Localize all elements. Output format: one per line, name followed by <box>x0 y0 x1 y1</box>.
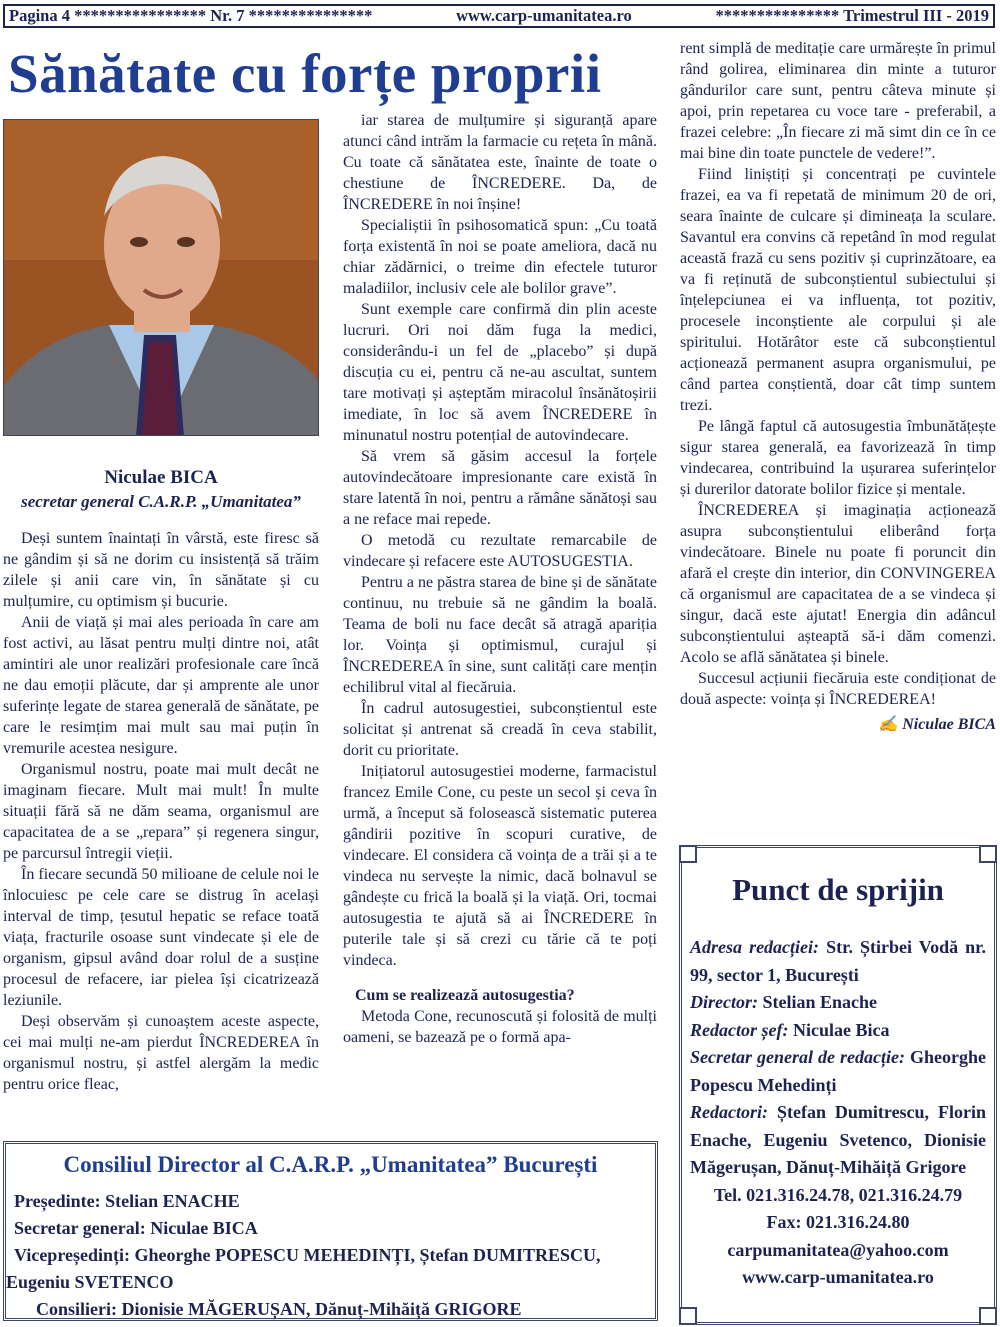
council-line: Eugeniu SVETENCO <box>6 1272 174 1292</box>
paragraph: În fiecare secundă 50 milioane de celule noi le înlocuiesc pe cele care se distrug în același interval de timp, țesutul hepatic se reface toată viața, fracturile osoase sunt vindecate și ele de organism, gipsul având doar rolul de a susține procesul de refacere, iar pielea își cicatrizează leziunile. <box>3 866 319 1009</box>
paragraph: Pentru a ne păstra starea de bine și de sănătate continuu, nu trebuie să ne gândim la boală. Teama de boli nu face decât să atragă apariția lor. Voința și optimismul, curajul și ÎNCREDEREA în sine, sunt calități care mențin echilibrul vital al fiecăruia. <box>343 574 657 696</box>
signature-name: Niculae BICA <box>902 716 996 733</box>
editors-label: Redactori: <box>690 1102 768 1122</box>
paragraph: Organismul nostru, poate mai mult decât ne imaginam fiecare. Mult mai mult! În multe situații fără să ne dăm seama, organismul are capacitatea de a se „repara” și regenera singur, pe parcursul întregii vieții. <box>3 761 319 862</box>
phone-numbers: Tel. 021.316.24.78, 021.316.24.79 <box>713 1184 963 1205</box>
support-box <box>679 845 997 1325</box>
header-term: *************** Trimestrul III - 2019 <box>715 6 989 25</box>
paragraph: Fiind liniștiți și concentrați pe cuvintele frazei, ea va fi repetată de minimum 20 de ori, seara înainte de culcare și dimineața la sculare. Savantul era convins că repetând în mod regulat această frază cu sens pozitiv și cuprinzătoare, ea va fi reținută de subconștientul subiectului și înțelepciunea ei va influența, tot pozitiv, procesele inconștiente ale corpului și ale spiritului. Hotărâtor este că subconștientul acționează permanent asupra organismului, pe când partea conștientă, doar cât timp suntem trezi. <box>680 166 996 414</box>
council-line: Secretar general: Niculae BICA <box>14 1218 258 1238</box>
secretary-value: Gheorghe Popescu Mehedinți <box>690 1047 986 1095</box>
editor-value: Niculae Bica <box>792 1019 890 1040</box>
paragraph: Anii de viață și mai ales perioada în care am fost activi, au lăsat pentru mulți dintre noi, atât amintiri ale unor realizări profesionale care încă ne dau emoții plăcute, dar și amprente ale unor suferințe legate de starea generală de sănătate, pe care le resimțim mai mult sau mai puțin în vremurile acestea nesigure. <box>3 614 319 757</box>
article-signature <box>680 714 996 735</box>
article-column-2 <box>343 110 657 1048</box>
paragraph: Să vrem să găsim accesul la forțele autovindecătoare impresionante care există în stare latentă în noi, pentru a rămâne sănătoși sau a ne reface mai repede. <box>343 448 657 528</box>
pen-icon: ✍ <box>878 716 903 733</box>
author-role: secretar general C.A.R.P. „Umanitatea” <box>21 492 301 511</box>
council-line: Consilieri: Dionisie MĂGERUȘAN, Dănuț-Mihăiță GRIGORE <box>36 1299 522 1319</box>
author-name: Niculae BICA <box>104 467 218 488</box>
photo-caption <box>3 466 319 514</box>
editor-label: Redactor șef: <box>690 1019 789 1040</box>
support-info <box>682 934 994 1292</box>
box-corner <box>679 845 697 863</box>
council-title: Consiliul Director al C.A.R.P. „Umanitatea” București <box>63 1152 598 1177</box>
paragraph: Deși observăm și cunoaștem aceste aspecte, cei mai mulți ne-am pierdut ÎNCREDEREA în organismul nostru, și astfel alergăm la medic pentru orice fleac, <box>3 1013 319 1093</box>
paragraph: Deși suntem înaintați în vârstă, este firesc să ne gândim și să ne dorim cu insistență să trăim zilele și anii care vin, în sănătate și cu mulțumire, cu optimism și bucurie. <box>3 530 319 610</box>
paragraph: Specialiștii în psihosomatică spun: „Cu toată forța existentă în noi se poate ameliora, dacă nu chiar zădărnici, o treime din efectele tuturor maladiilor, inclusiv cele ale bolilor grave”. <box>343 217 657 297</box>
editors-value: Ștefan Dumitrescu, Florin Enache, Eugeniu Svetenco, Dionisie Măgerușan, Dănuț-Mihăiță Grigore <box>690 1102 987 1177</box>
address-label: Adresa redacției: <box>690 937 820 957</box>
paragraph: rent simplă de meditație care urmărește în primul rând golirea, eliminarea din minte a tuturor gândurilor care sunt, pentru câteva minute și apoi, prin repetarea cu voce tare - preferabil, a frazei celebre: „În fiecare zi mă simt din ce în ce mai bine din toate punctele de vedere!”. <box>680 40 996 162</box>
author-photo <box>3 119 319 436</box>
paragraph: ÎNCREDEREA și imaginația acționează asupra subconștientului eliberând forța vindecătoare. Binele nu poate fi poruncit din afară el crește din interior, din CONVINGEREA că organismul are capacitatea de a se vindeca și singur, dacă este ajutat! Energia din adâncul subconștientului așteaptă să-i dăm comenzi. Acolo se află sănătatea și binele. <box>680 502 996 666</box>
council-line: Președinte: Stelian ENACHE <box>14 1191 240 1211</box>
paragraph: Inițiatorul autosugestiei moderne, farmacistul francez Emile Cone, cu peste un secol și ceva în urmă, a început să folosească sistematic puterea gândirii pozitive în scopuri curative, de vindecare. El considera că voința de a trăi și a te vindeca nu servește la nimic, dacă bolnavul se gândește cu frică la boală și la viață. Ori, tocmai autosugestia te ajută să ai ÎNCREDERE în puterile tale și să crezi cu tărie că te poți vindeca. <box>343 763 657 969</box>
paragraph: iar starea de mulțumire și siguranță apare atunci când intrăm la farmacie cu rețeta în mână. Cu toate că sănătatea este, înainte de toate o chestiune de ÎNCREDERE. Da, de ÎNCREDERE în noi înșine! <box>343 112 657 213</box>
header-website[interactable]: www.carp-umanitatea.ro <box>456 6 632 25</box>
website-link[interactable]: www.carp-umanitatea.ro <box>742 1267 934 1287</box>
director-label: Director: <box>690 992 758 1012</box>
support-title: Punct de sprijin <box>732 872 944 907</box>
box-corner <box>979 1307 997 1325</box>
council-box <box>3 1141 658 1321</box>
paragraph: Metoda Cone, recunoscută și folosită de mulți oameni, se bazează pe o formă apa- <box>343 1008 657 1046</box>
paragraph: O metodă cu rezultate remarcabile de vindecare și refacere este AUTOSUGESTIA. <box>343 532 657 570</box>
council-line: Vicepreședinți: Gheorghe POPESCU MEHEDINȚI, Ștefan DUMITRESCU, <box>14 1245 601 1265</box>
paragraph: În cadrul autosugestiei, subconștientul este solicitat și antrenat să creadă în ceva stabilit, dorit cu prioritate. <box>343 700 657 759</box>
page-header <box>3 4 995 28</box>
portrait-photo-icon <box>4 120 319 436</box>
paragraph: Pe lângă faptul că autosugestia îmbunătățește sigur starea generală, ea favorizează în timp vindecarea, contribuind la ușurarea suferințelor și durerilor datorate bolilor fizice și mentale. <box>680 418 996 498</box>
director-value: Stelian Enache <box>762 992 877 1012</box>
article-column-1 <box>3 528 319 1095</box>
header-page-number: Pagina 4 **************** Nr. 7 *************** <box>9 6 373 25</box>
paragraph: Sunt exemple care confirmă din plin aceste lucruri. Ori noi dăm fuga la medici, considerându-i un fel de „placebo” și după discuția cu ei, pentru că ne-au ascultat, suntem tare motivați și așteptăm miracolul însănătoșirii imediate, în loc să avem ÎNCREDERE în minunatul nostru potențial de autovindecare. <box>343 301 657 444</box>
email-link[interactable]: carpumanitatea@yahoo.com <box>727 1239 949 1260</box>
box-corner <box>679 1307 697 1325</box>
secretary-label: Secretar general de redacție: <box>690 1047 905 1067</box>
box-corner <box>979 845 997 863</box>
section-subheading: Cum se realizează autosugestia? <box>355 987 575 1004</box>
article-column-3 <box>680 38 996 735</box>
fax-number: Fax: 021.316.24.80 <box>766 1212 910 1232</box>
address-value: Str. Știrbei Vodă nr. 99, sector 1, București <box>690 937 987 985</box>
paragraph: Succesul acțiunii fiecăruia este condiționat de două aspecte: voința și ÎNCREDEREA! <box>680 670 996 708</box>
article-title: Sănătate cu forțe proprii <box>8 43 602 104</box>
